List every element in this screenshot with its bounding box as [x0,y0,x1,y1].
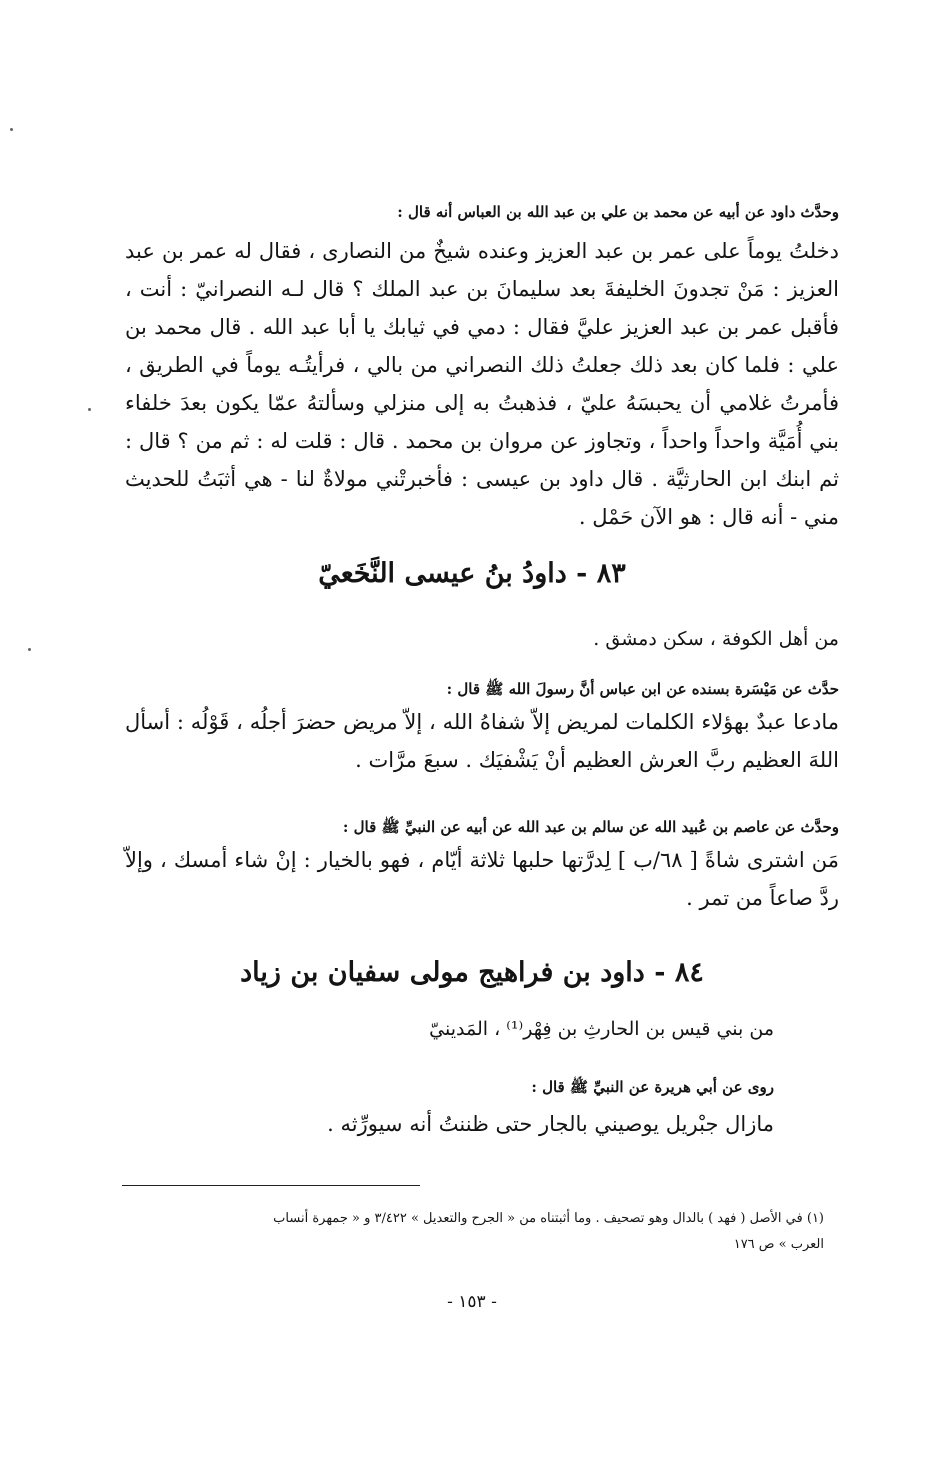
section-intro: وحدَّث داود عن أبيه عن محمد بن علي بن عبد الله بن العباس أنه قال : [397,203,839,221]
hadith-text: مَن اشترى شاةً [ ٦٨/ب ] لِدرَّتها حلبها ثلاثة أيّام ، فهو بالخيار : إنْ شاء أمسك ، وإلاّ ردَّ صاعاً من تمر . [125,848,839,910]
paragraph-1: دخلتُ يوماً على عمر بن عبد العزيز وعنده شيخٌ من النصارى ، فقال له عمر بن عبد العزيز : مَنْ تجدونَ الخليفةَ بعد سليمانَ بن عبد الملك ؟ قال لـه النصرانيّ : أنت ، فأقبل عمر بن عبد العزيز عليَّ فقال : دمي في ثيابك يا أبا عبد الله . قال محمد بن علي : فلما كان بعد ذلك جعلتُ ذلك النصراني من بالي ، فرأيتُـه يوماً في الطريق ، فأمرتُ غلامي أن يحبسَهُ عليّ ، فذهبتُ به إلى منزلي وسألتهُ عمّا يكون بعدَ خلفاء بني أُمَيَّة واحداً واحداً ، وتجاوز عن مروان بن محمد . قال : قلت له : ثم من ؟ قال : ثم ابنك ابن الحارثيَّة . قال داود بن عيسى : فأخبرتْني مولاةٌ لنا - هي أثبَتُ للحديث مني - أنه قال : هو الآن حَمْل . [125,239,839,529]
footnote-separator [122,1185,420,1186]
hadith-text: مازال جبْريل يوصيني بالجار حتى ظننتُ أنه سيورِّثه . [327,1112,774,1136]
hadith-intro: حدَّث عن مَيْسَرة بسنده عن ابن عباس أنَّ رسولَ الله ﷺ قال : [446,680,839,698]
entry-heading-83: ٨٣ - داودُ بنُ عيسى النَّخَعيّ [318,558,626,589]
entry-origin-84: من بني قيس بن الحارثِ بن فِهْر⁽¹⁾ ، المَدينيّ [429,1018,774,1040]
scan-speck [10,128,13,131]
footnote-line: (١) في الأصل ( فهد ) بالدال وهو تصحيف . وما أثبتناه من « الجرح والتعديل » ٣/٤٢٢ و « جمهرة أنساب [273,1211,824,1226]
scan-speck [88,408,91,411]
footnote-line: العرب » ص ١٧٦ [733,1237,824,1252]
entry-heading-84: ٨٤ - داود بن فراهيج مولى سفيان بن زياد [240,957,704,988]
footnote [125,1206,824,1258]
entry-origin-83: من أهل الكوفة ، سكن دمشق . [593,628,839,650]
hadith-intro: روى عن أبي هريرة عن النبيِّ ﷺ قال : [531,1078,774,1096]
scan-speck [28,648,31,651]
page-number: - ١٥٣ - [447,1292,497,1312]
hadith-intro: وحدَّث عن عاصم بن عُبيد الله عن سالم بن عبد الله عن أبيه عن النبيِّ ﷺ قال : [342,818,839,836]
hadith-text: مادعا عبدٌ بهؤلاء الكلمات لمريض إلاّ شفاهُ الله ، إلاّ مريض حضرَ أجلُه ، قَوْلُه : أسأل اللهَ العظيم ربَّ العرش العظيم أنْ يَشْفيَك . سبعَ مرَّات . [125,710,839,772]
